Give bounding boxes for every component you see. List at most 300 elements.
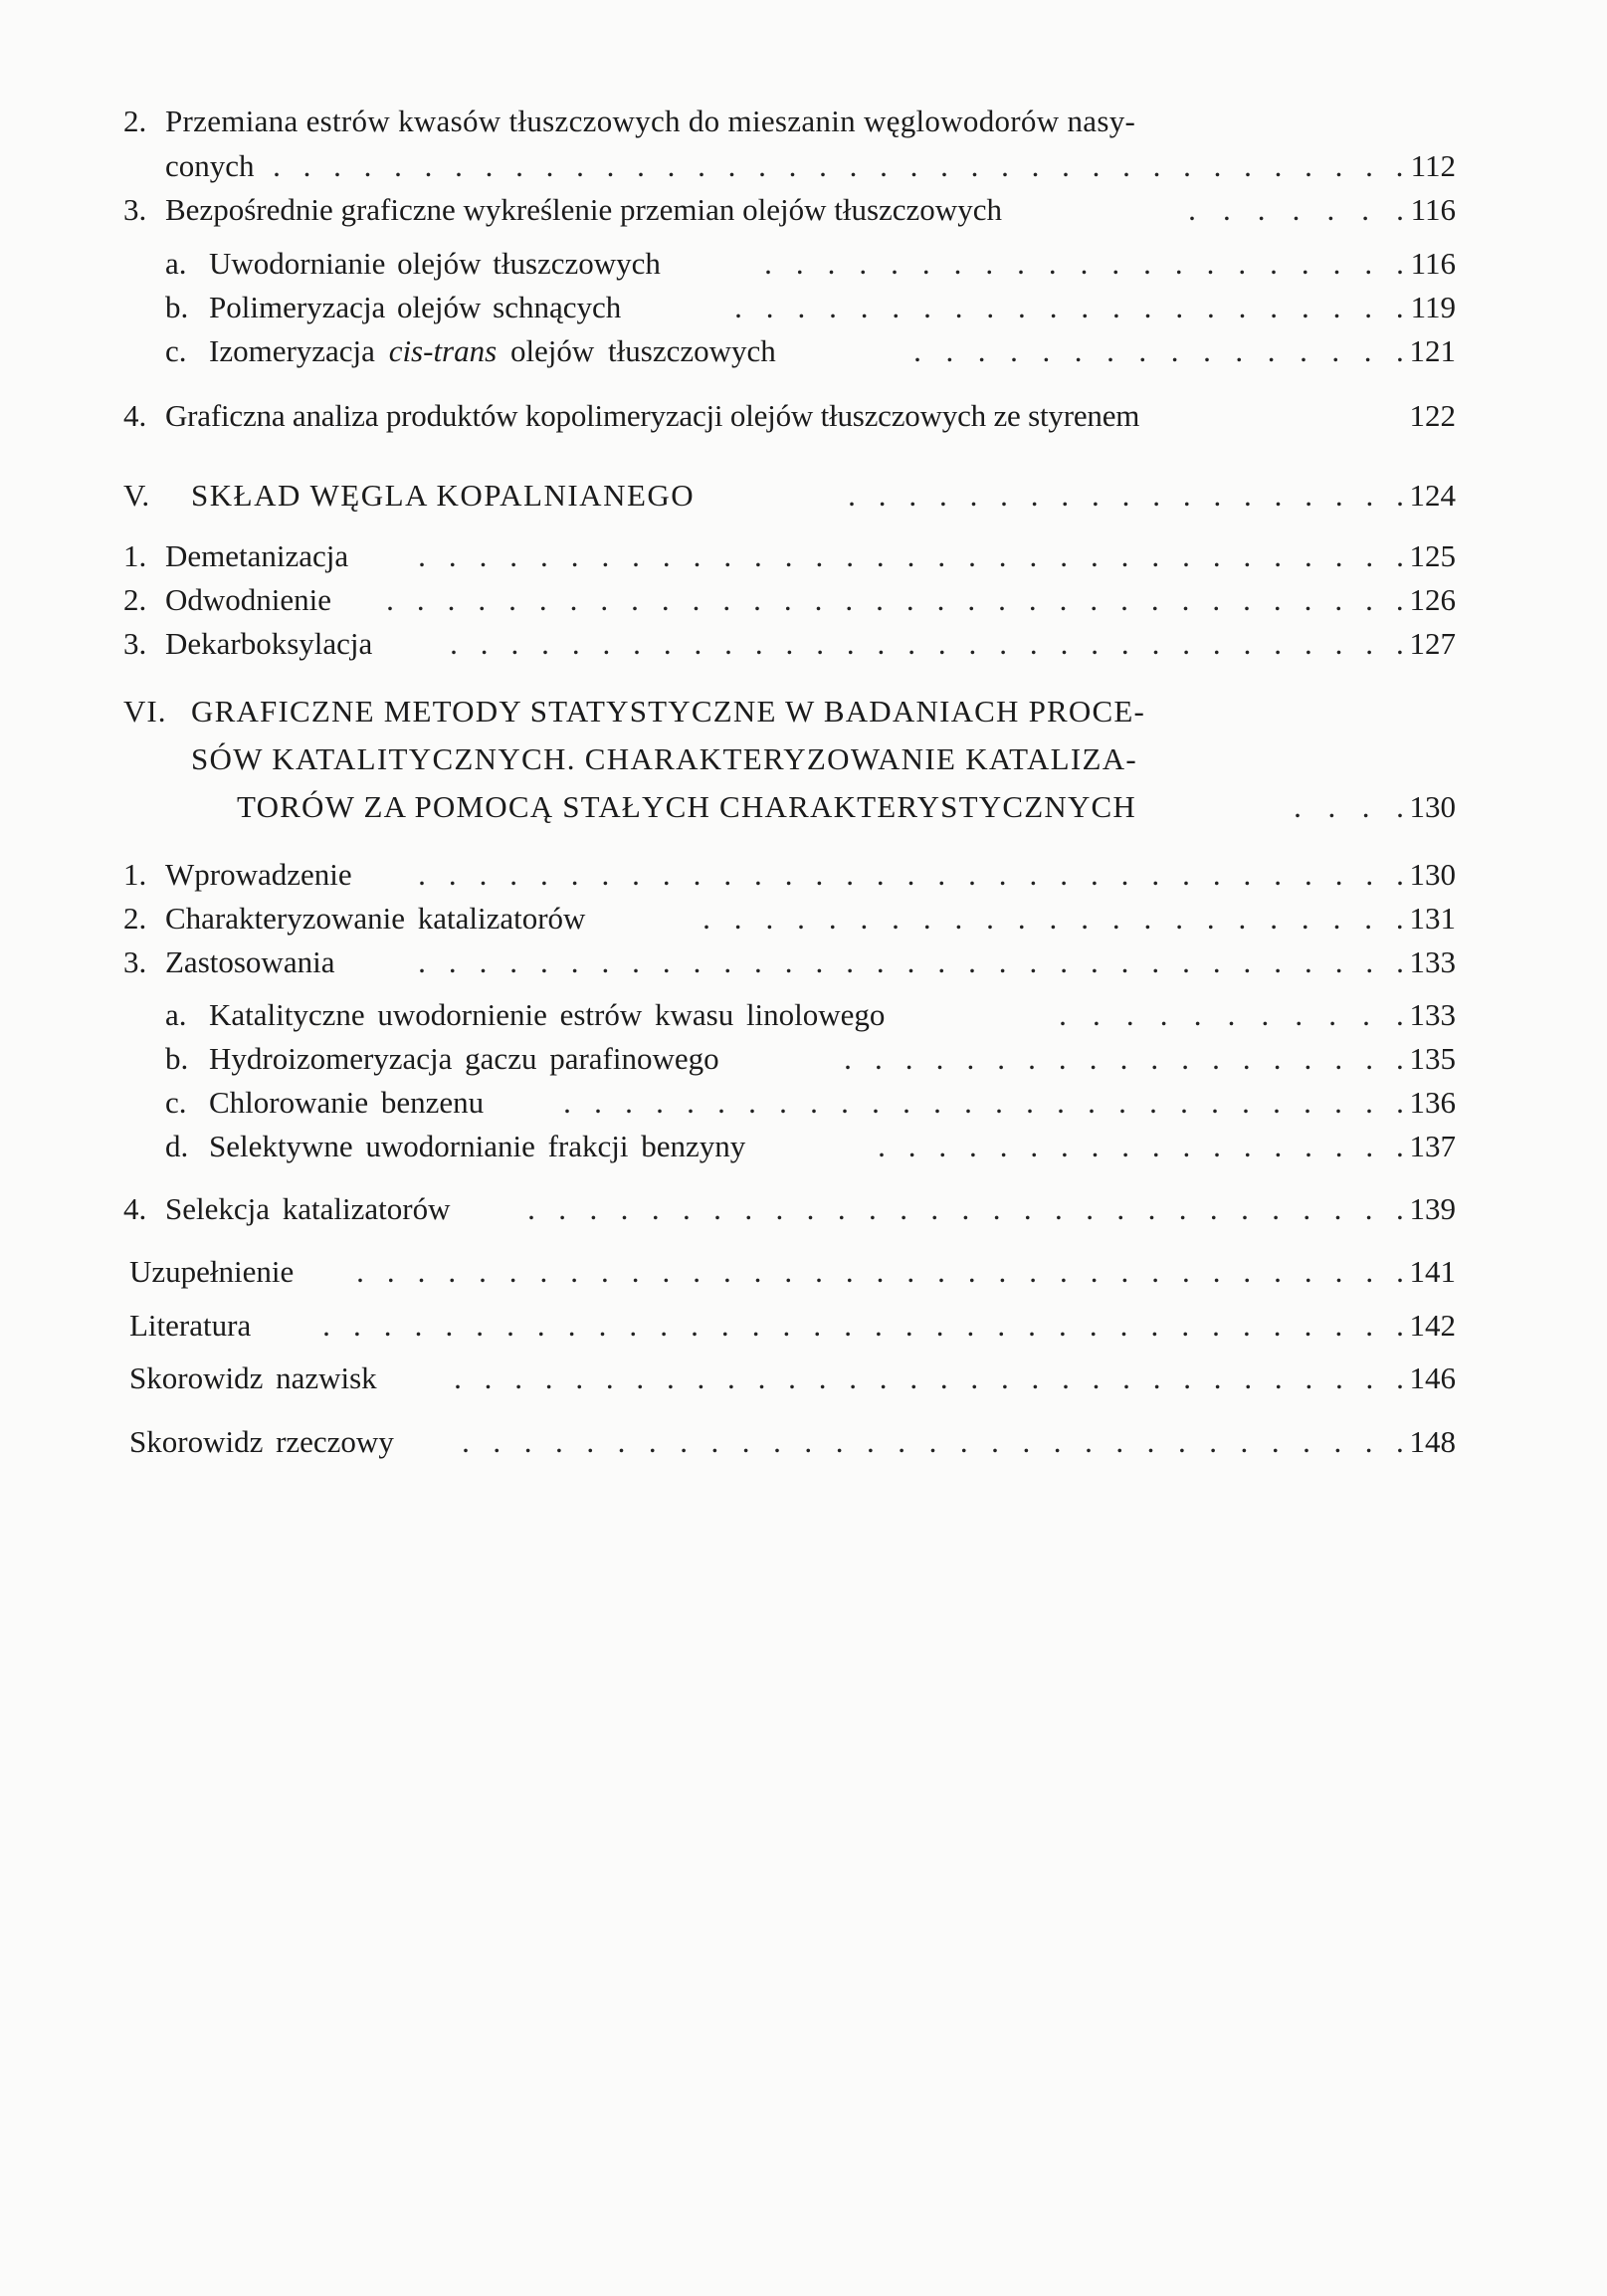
leader-dot: . <box>693 857 702 892</box>
toc-page-number: 130 <box>1409 789 1456 824</box>
leader-dot: . <box>694 626 703 661</box>
leader-dot: . <box>845 582 854 617</box>
leader-dot: . <box>876 538 885 573</box>
leader-dot: . <box>662 944 671 979</box>
leader-dot: . <box>1049 901 1058 936</box>
leader-dot: . <box>945 333 954 368</box>
leader-dot: . <box>1001 148 1009 183</box>
leader-dot: . <box>723 944 732 979</box>
toc-entry-number: d. <box>165 1129 189 1163</box>
leader-dot: . <box>363 148 372 183</box>
leader-dot: . <box>1010 333 1018 368</box>
leader-dot: . <box>1328 997 1336 1032</box>
leader-dot: . <box>416 582 425 617</box>
leader-dot: . <box>844 1308 852 1343</box>
leader-dot: . <box>1334 1360 1343 1395</box>
toc-page-number: 124 <box>1409 478 1456 513</box>
leader-dot: . <box>968 857 976 892</box>
leader-dot: . <box>1120 626 1129 661</box>
leader-dot: . <box>1212 1041 1220 1076</box>
leader-dot: . <box>907 626 915 661</box>
toc-entry-number: 2. <box>123 104 147 138</box>
leader-dot: . <box>909 148 918 183</box>
leader-dot: . <box>1365 582 1373 617</box>
leader-dot: . <box>880 148 888 183</box>
leader-dot: . <box>1361 789 1370 824</box>
leader-dot: . <box>1181 1254 1190 1289</box>
leader-dot: . <box>741 1424 750 1459</box>
toc-entry <box>0 578 1607 622</box>
leader-dot: . <box>1152 478 1160 513</box>
leader-dot: . <box>992 1191 1001 1226</box>
leader-dot: . <box>1143 901 1152 936</box>
leader-dot: . <box>1301 901 1309 936</box>
leader-dot: . <box>1212 582 1221 617</box>
leader-dot: . <box>998 857 1007 892</box>
leader-dot: . <box>1334 944 1343 979</box>
leader-dot: . <box>1305 478 1313 513</box>
leader-dot: . <box>1150 582 1159 617</box>
leader-dot: . <box>1274 944 1282 979</box>
leader-dot: . <box>1305 1129 1312 1163</box>
leader-dot: . <box>1395 901 1404 936</box>
leader-dot: . <box>1183 148 1191 183</box>
leader-dot: . <box>998 538 1007 573</box>
leader-dot: . <box>1023 1191 1032 1226</box>
leader-dot: . <box>930 1191 939 1226</box>
leader-dot: . <box>1213 148 1222 183</box>
dot-leader <box>728 286 1410 329</box>
leader-dot: . <box>1151 626 1160 661</box>
leader-dot: . <box>1120 582 1128 617</box>
leader-dot: . <box>813 1308 822 1343</box>
leader-dot: . <box>570 538 579 573</box>
toc-page-number: 139 <box>1409 1191 1456 1226</box>
leader-dot: . <box>846 857 854 892</box>
leader-dot: . <box>598 1308 607 1343</box>
dot-leader <box>872 1125 1410 1168</box>
title-italic: cis-trans <box>388 333 498 368</box>
leader-dot: . <box>1244 1360 1253 1395</box>
toc-entry-number: b. <box>165 290 189 324</box>
leader-dot: . <box>937 944 946 979</box>
leader-dot: . <box>1267 333 1276 368</box>
leader-dot: . <box>827 246 836 281</box>
leader-dot: . <box>875 1308 883 1343</box>
leader-dot: . <box>758 148 766 183</box>
toc-entry-number: 3. <box>123 192 147 227</box>
leader-dot: . <box>723 857 732 892</box>
leader-dot: . <box>1206 246 1215 281</box>
toc-entry <box>0 188 1607 232</box>
leader-dot: . <box>954 290 963 324</box>
leader-dot: . <box>660 1308 668 1343</box>
leader-dot: . <box>967 1254 976 1289</box>
leader-dot: . <box>879 1360 888 1395</box>
leader-dot: . <box>1151 857 1160 892</box>
leader-dot: . <box>693 944 702 979</box>
leader-dot: . <box>567 1308 576 1343</box>
leader-dot: . <box>1053 1424 1062 1459</box>
leader-dot: . <box>601 857 610 892</box>
toc-entry-number: 2. <box>123 901 147 936</box>
toc-entry-title: Uzupełnienie <box>129 1254 295 1289</box>
leader-dot: . <box>1361 192 1370 227</box>
leader-dot: . <box>923 290 931 324</box>
leader-dot: . <box>1332 246 1341 281</box>
leader-dot: . <box>570 944 579 979</box>
leader-dot: . <box>692 582 701 617</box>
leader-dot: . <box>536 1308 545 1343</box>
toc-entry-title: Dekarboksylacja <box>165 626 373 661</box>
leader-dot: . <box>782 1308 791 1343</box>
leader-dot: . <box>1118 1085 1126 1120</box>
leader-dot: . <box>601 538 610 573</box>
leader-dot: . <box>1081 290 1090 324</box>
leader-dot: . <box>462 1424 470 1459</box>
leader-dot: . <box>1396 1085 1404 1120</box>
leader-dot: . <box>1059 1308 1067 1343</box>
leader-dot: . <box>1092 1360 1101 1395</box>
leader-dot: . <box>394 148 402 183</box>
leader-dot: . <box>1182 538 1190 573</box>
leader-dot: . <box>1332 901 1341 936</box>
toc-entry-title: Katalityczne uwodornienie estrów kwasu linolowego <box>209 997 886 1032</box>
leader-dot: . <box>985 246 994 281</box>
leader-dot: . <box>1080 246 1089 281</box>
leader-dot: . <box>1396 789 1404 824</box>
toc-entry-title: Bezpośrednie graficzne wykreślenie przemian olejów tłuszczowych <box>165 192 1002 227</box>
leader-dot: . <box>869 1191 877 1226</box>
leader-dot: . <box>753 1254 762 1289</box>
leader-dot: . <box>1365 944 1374 979</box>
leader-dot: . <box>450 626 458 661</box>
leader-dot: . <box>662 857 671 892</box>
leader-dot: . <box>1243 538 1252 573</box>
leader-dot: . <box>479 1254 487 1289</box>
leader-dot: . <box>1180 1085 1188 1120</box>
leader-dot: . <box>1365 1360 1374 1395</box>
leader-dot: . <box>841 1085 849 1120</box>
leader-dot: . <box>1274 148 1283 183</box>
leader-dot: . <box>797 290 806 324</box>
leader-dot: . <box>1365 148 1373 183</box>
leader-dot: . <box>1152 1360 1161 1395</box>
leader-dot: . <box>539 1254 548 1289</box>
leader-dot: . <box>1292 192 1301 227</box>
leader-dot: . <box>570 857 579 892</box>
leader-dot: . <box>733 901 742 936</box>
leader-dot: . <box>1303 1191 1311 1226</box>
leader-dot: . <box>1090 857 1099 892</box>
leader-dot: . <box>1092 148 1101 183</box>
leader-dot: . <box>545 148 554 183</box>
leader-dot: . <box>1175 901 1183 936</box>
leader-dot: . <box>874 1041 883 1076</box>
dot-leader <box>456 1420 1410 1464</box>
leader-dot: . <box>447 582 456 617</box>
leader-dot: . <box>1029 538 1038 573</box>
leader-dot: . <box>1364 246 1373 281</box>
leader-dot: . <box>1273 1085 1281 1120</box>
leader-dot: . <box>661 582 670 617</box>
leader-dot: . <box>637 148 645 183</box>
leader-dot: . <box>907 1129 916 1163</box>
leader-dot: . <box>717 1085 725 1120</box>
leader-dot: . <box>383 1308 392 1343</box>
toc-page-number: 135 <box>1409 1041 1456 1076</box>
toc-section-number: V. <box>123 478 150 513</box>
leader-dot: . <box>1363 333 1372 368</box>
leader-dot: . <box>986 901 994 936</box>
toc-entry <box>0 242 1607 286</box>
leader-dot: . <box>1396 1424 1404 1459</box>
leader-dot: . <box>600 582 609 617</box>
leader-dot: . <box>558 1191 567 1226</box>
leader-dot: . <box>872 1085 880 1120</box>
leader-dot: . <box>1304 538 1312 573</box>
toc-page-number: 121 <box>1409 333 1456 368</box>
dot-leader <box>1053 993 1410 1037</box>
leader-dot: . <box>333 148 341 183</box>
leader-dot: . <box>999 1129 1008 1163</box>
leader-dot: . <box>1305 1360 1313 1395</box>
leader-dot: . <box>937 1254 945 1289</box>
leader-dot: . <box>933 1085 941 1120</box>
leader-dot: . <box>938 478 947 513</box>
leader-dot: . <box>1334 538 1343 573</box>
leader-dot: . <box>1295 997 1304 1032</box>
leader-dot: . <box>662 538 671 573</box>
leader-dot: . <box>1364 901 1372 936</box>
leader-dot: . <box>1212 1308 1220 1343</box>
leader-dot: . <box>835 1424 844 1459</box>
leader-dot: . <box>997 1308 1006 1343</box>
leader-dot: . <box>968 626 977 661</box>
leader-dot: . <box>1182 944 1190 979</box>
leader-dot: . <box>970 1360 979 1395</box>
leader-dot: . <box>788 148 797 183</box>
leader-dot: . <box>785 626 794 661</box>
leader-dot: . <box>625 1085 633 1120</box>
leader-dot: . <box>1017 246 1025 281</box>
leader-dot: . <box>1060 626 1069 661</box>
leader-dot: . <box>1334 1308 1343 1343</box>
leader-dot: . <box>751 1308 760 1343</box>
leader-dot: . <box>1274 1360 1283 1395</box>
leader-dot: . <box>570 1254 579 1289</box>
leader-dot: . <box>448 538 457 573</box>
leader-dot: . <box>1211 1085 1219 1120</box>
leader-dot: . <box>576 148 584 183</box>
leader-dot: . <box>1212 538 1221 573</box>
leader-dot: . <box>1120 538 1129 573</box>
leader-dot: . <box>1396 1129 1404 1163</box>
leader-dot: . <box>1177 1424 1186 1459</box>
leader-dot: . <box>632 538 640 573</box>
leader-dot: . <box>1089 1308 1098 1343</box>
leader-dot: . <box>1243 582 1251 617</box>
leader-dot: . <box>998 582 1006 617</box>
leader-dot: . <box>1333 1424 1342 1459</box>
leader-dot: . <box>1213 1129 1221 1163</box>
leader-dot: . <box>1274 626 1283 661</box>
leader-dot: . <box>352 1308 361 1343</box>
leader-dot: . <box>900 1191 907 1226</box>
leader-dot: . <box>1332 290 1341 324</box>
leader-dot: . <box>908 478 917 513</box>
leader-dot: . <box>1244 148 1252 183</box>
leader-dot: . <box>1026 1085 1034 1120</box>
leader-dot: . <box>1334 478 1343 513</box>
toc-entry-title: Skorowidz nazwisk <box>129 1360 377 1395</box>
toc-entry <box>0 1037 1607 1081</box>
leader-dot: . <box>1182 478 1191 513</box>
leader-dot: . <box>602 626 611 661</box>
leader-dot: . <box>1088 1085 1096 1120</box>
leader-dot: . <box>544 1360 553 1395</box>
leader-dot: . <box>1206 290 1215 324</box>
leader-dot: . <box>1242 1308 1251 1343</box>
leader-dot: . <box>1060 1254 1068 1289</box>
leader-dot: . <box>508 582 516 617</box>
toc-entry-number: 4. <box>123 1191 147 1226</box>
leader-dot: . <box>506 1308 514 1343</box>
toc-entry-title: Wprowadzenie <box>165 857 352 892</box>
leader-dot: . <box>846 538 854 573</box>
leader-dot: . <box>773 1424 781 1459</box>
toc-entry <box>0 1250 1607 1294</box>
leader-dot: . <box>968 944 976 979</box>
leader-dot: . <box>656 1085 664 1120</box>
leader-dot: . <box>1183 1360 1191 1395</box>
leader-dot: . <box>1151 1254 1159 1289</box>
leader-dot: . <box>1042 333 1051 368</box>
leader-dot: . <box>892 290 901 324</box>
leader-dot: . <box>1212 626 1221 661</box>
leader-dot: . <box>703 901 710 936</box>
leader-dot: . <box>837 1191 846 1226</box>
toc-entry-title: Zastosowania <box>165 944 335 979</box>
leader-dot: . <box>1174 246 1183 281</box>
title-prefix: Izomeryzacja <box>209 333 375 368</box>
dot-leader <box>448 1357 1410 1400</box>
leader-dot: . <box>814 582 823 617</box>
leader-dot: . <box>903 1085 910 1120</box>
leader-dot: . <box>788 1360 796 1395</box>
leader-dot: . <box>1365 857 1374 892</box>
leader-dot: . <box>940 148 948 183</box>
dot-leader <box>758 242 1410 286</box>
leader-dot: . <box>1274 478 1283 513</box>
leader-dot: . <box>1396 1360 1404 1395</box>
leader-dot: . <box>1326 192 1335 227</box>
leader-dot: . <box>876 1254 885 1289</box>
leader-dot: . <box>720 1308 729 1343</box>
leader-dot: . <box>860 290 869 324</box>
leader-dot: . <box>722 582 731 617</box>
leader-dot: . <box>810 1085 818 1120</box>
toc-entry <box>0 394 1607 438</box>
dot-leader <box>557 1081 1410 1125</box>
leader-dot: . <box>1365 1129 1374 1163</box>
leader-dot: . <box>764 246 772 281</box>
leader-dot: . <box>846 626 855 661</box>
leader-dot: . <box>1175 290 1184 324</box>
leader-dot: . <box>1304 857 1312 892</box>
leader-dot: . <box>779 1085 787 1120</box>
leader-dot: . <box>1029 944 1038 979</box>
toc-page-number: 148 <box>1409 1424 1456 1459</box>
leader-dot: . <box>828 901 837 936</box>
toc-entry <box>0 1125 1607 1168</box>
leader-dot: . <box>921 246 930 281</box>
leader-dot: . <box>476 1308 485 1343</box>
leader-dot: . <box>878 1129 886 1163</box>
leader-dot: . <box>691 1308 699 1343</box>
leader-dot: . <box>904 1308 913 1343</box>
leader-dot: . <box>904 1041 913 1076</box>
leader-dot: . <box>1029 626 1038 661</box>
leader-dot: . <box>1243 944 1252 979</box>
toc-page-number: 126 <box>1409 582 1456 617</box>
leader-dot: . <box>1364 1191 1373 1226</box>
leader-dot: . <box>1244 478 1252 513</box>
leader-dot: . <box>1151 1129 1160 1163</box>
leader-dot: . <box>1049 290 1058 324</box>
leader-dot: . <box>1152 148 1161 183</box>
leader-dot: . <box>938 1129 947 1163</box>
leader-dot: . <box>1334 1041 1343 1076</box>
toc-page-number: 142 <box>1409 1308 1456 1343</box>
leader-dot: . <box>977 333 986 368</box>
toc-entry-title: Selektywne uwodornianie frakcji benzyny <box>209 1129 746 1163</box>
leader-dot: . <box>906 857 915 892</box>
leader-dot: . <box>633 626 641 661</box>
leader-dot: . <box>1147 1191 1156 1226</box>
toc-entry <box>0 1081 1607 1125</box>
leader-dot: . <box>1146 1424 1155 1459</box>
leader-dot: . <box>632 944 640 979</box>
leader-dot: . <box>1222 192 1231 227</box>
leader-dot: . <box>1396 192 1404 227</box>
leader-dot: . <box>631 582 639 617</box>
leader-dot: . <box>1055 1191 1063 1226</box>
leader-dot: . <box>1396 333 1404 368</box>
leader-dot: . <box>1213 1360 1222 1395</box>
leader-dot: . <box>967 582 976 617</box>
leader-dot: . <box>1305 148 1312 183</box>
leader-dot: . <box>479 944 488 979</box>
leader-dot: . <box>1090 944 1099 979</box>
leader-dot: . <box>629 1308 638 1343</box>
leader-dot: . <box>998 1254 1007 1289</box>
leader-dot: . <box>414 1308 423 1343</box>
leader-dot: . <box>569 582 578 617</box>
leader-dot: . <box>922 901 931 936</box>
leader-dot: . <box>1238 246 1247 281</box>
toc-entry <box>0 1304 1607 1348</box>
leader-dot: . <box>892 901 900 936</box>
leader-dot: . <box>1116 1191 1125 1226</box>
leader-dot: . <box>724 626 732 661</box>
leader-dot: . <box>966 1041 975 1076</box>
leader-dot: . <box>1395 582 1404 617</box>
leader-dot: . <box>1090 1254 1099 1289</box>
leader-dot: . <box>844 1041 852 1076</box>
leader-dot: . <box>1181 1041 1189 1076</box>
leader-dot: . <box>479 857 488 892</box>
